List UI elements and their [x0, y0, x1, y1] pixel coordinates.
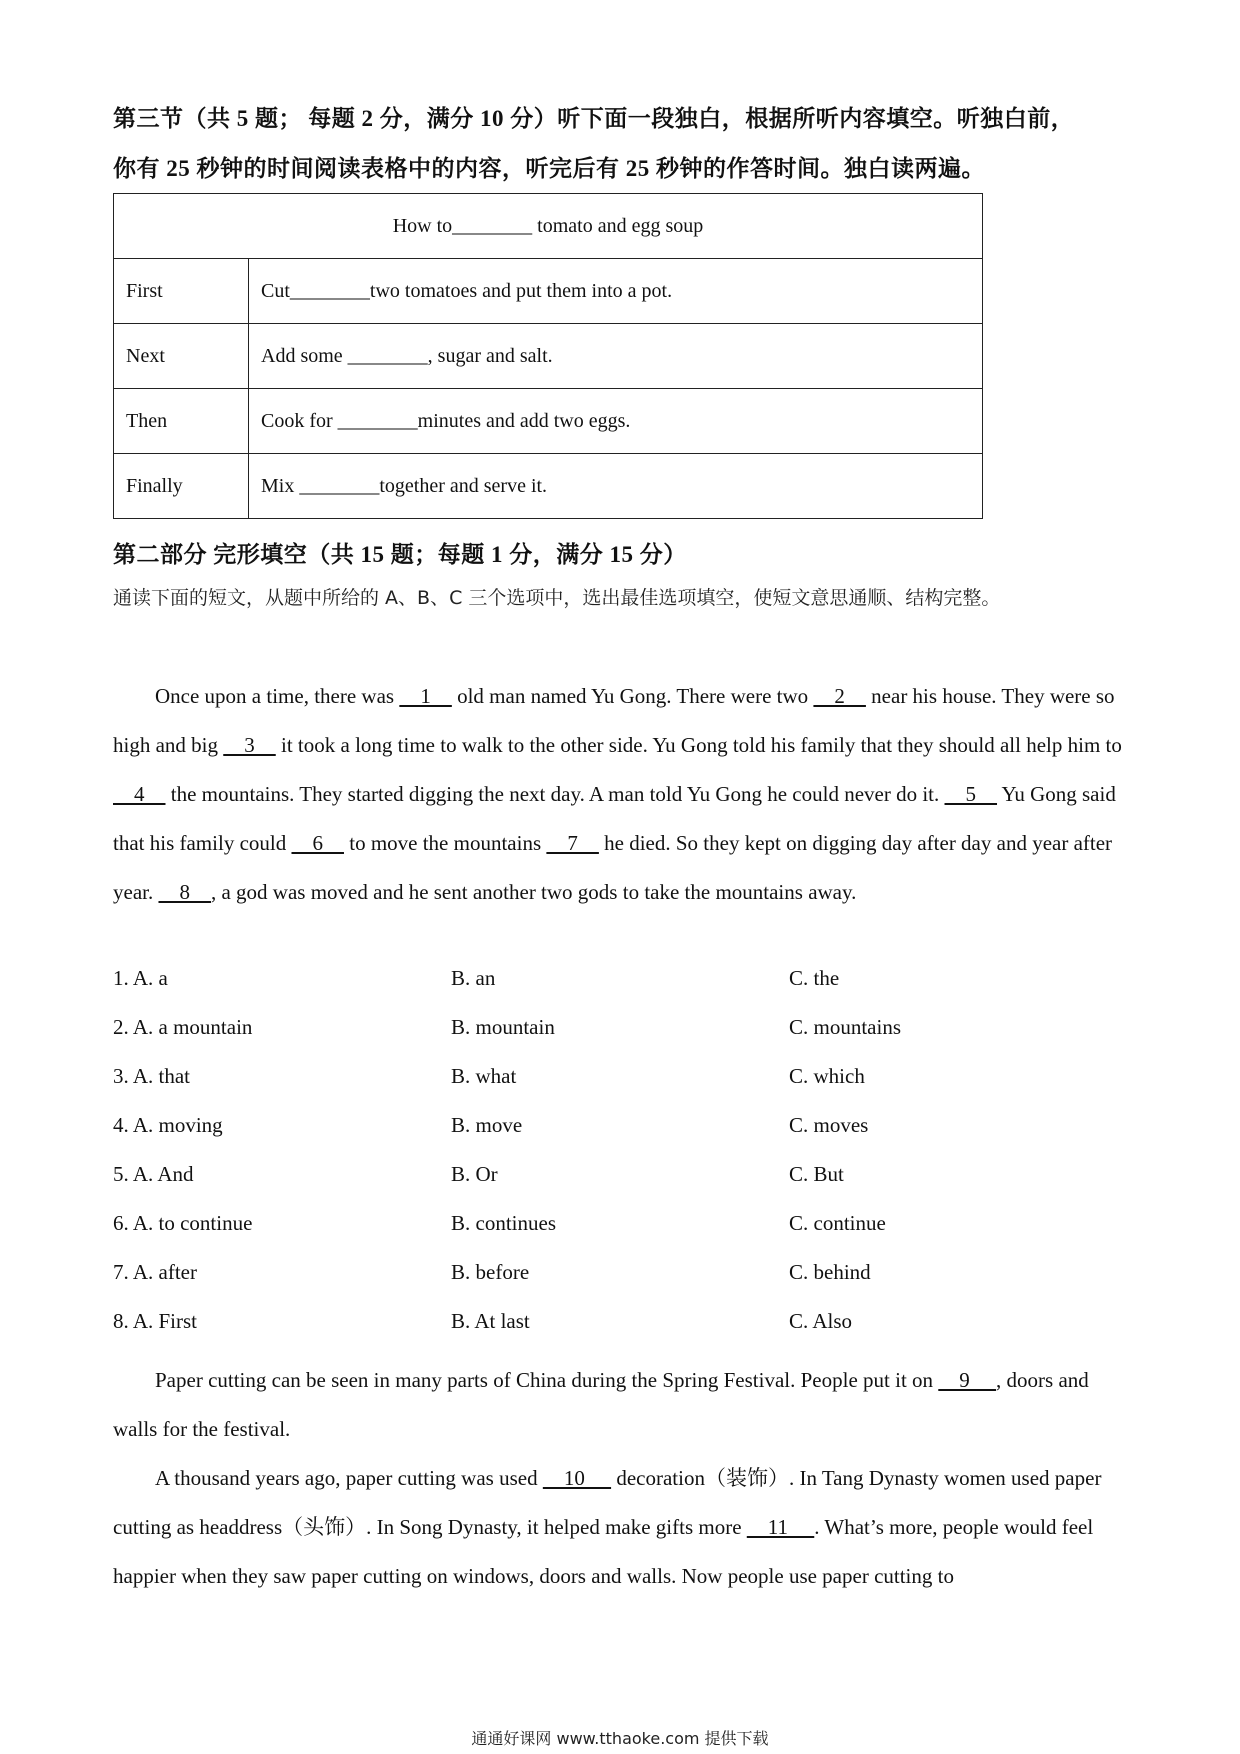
option-b: B. move: [451, 1113, 523, 1137]
option-row-4: [113, 1113, 1133, 1162]
part2-heading: 第二部分 完形填空（共 15 题；每题 1 分，满分 15 分）: [113, 542, 687, 567]
blank-7: 7: [546, 831, 599, 855]
table-row: [114, 324, 983, 389]
option-c: C. behind: [789, 1260, 871, 1284]
blank-11: 11: [746, 1515, 815, 1539]
table-title-row: [114, 194, 983, 259]
blank-6: 6: [291, 831, 344, 855]
blank-8: 8: [158, 880, 211, 904]
blank-4: 4: [113, 782, 166, 806]
option-b: B. an: [451, 966, 496, 990]
blank-10: 10: [542, 1466, 612, 1490]
passage-paper-cutting-2: [113, 1454, 1133, 1601]
step-label: Finally: [114, 454, 249, 519]
option-row-1: [113, 966, 1133, 1015]
passage-text: it took a long time to walk to the other side. Yu Gong told his family that they should all help him to: [275, 733, 1122, 757]
option-a: 8. A. First: [113, 1309, 198, 1333]
passage-text: near his house. They were so high and big: [113, 684, 1115, 757]
blank-5: 5: [944, 782, 998, 806]
option-a: 5. A. And: [113, 1162, 194, 1186]
part2-instructions: 通读下面的短文，从题中所给的 A、B、C 三个选项中，选出最佳选项填空，使短文意思通顺、结构完整。: [113, 587, 1001, 609]
blank-9: 9: [938, 1368, 997, 1392]
table-title: How to________ tomato and egg soup: [114, 194, 983, 259]
table-row: [114, 389, 983, 454]
option-b: B. At last: [451, 1309, 530, 1333]
passage-text: the mountains. They started digging the next day. A man told Yu Gong he could never do it.: [165, 782, 945, 806]
step-text: Mix ________together and serve it.: [249, 454, 983, 519]
section3-heading-line2: 你有 25 秒钟的时间阅读表格中的内容，听完后有 25 秒钟的作答时间。独白读两遍。: [113, 156, 985, 181]
option-b: B. before: [451, 1260, 530, 1284]
passage-text: Paper cutting can be seen in many parts of China during the Spring Festival. People put it on: [155, 1368, 939, 1392]
option-c: C. which: [789, 1064, 865, 1088]
option-c: C. the: [789, 966, 840, 990]
table-row: [114, 259, 983, 324]
option-row-8: [113, 1309, 1133, 1358]
passage-text: Once upon a time, there was: [155, 684, 400, 708]
option-row-5: [113, 1162, 1133, 1211]
passage-yu-gong: [113, 672, 1133, 917]
passage-text: old man named Yu Gong. There were two: [451, 684, 814, 708]
option-a: 6. A. to continue: [113, 1211, 253, 1235]
option-a: 2. A. a mountain: [113, 1015, 253, 1039]
blank-1: 1: [399, 684, 452, 708]
option-row-3: [113, 1064, 1133, 1113]
option-c: C. mountains: [789, 1015, 902, 1039]
passage-text: , a god was moved and he sent another two gods to take the mountains away.: [210, 880, 857, 904]
option-row-7: [113, 1260, 1133, 1309]
passage-text: he died. So they kept on digging day after day and year after year.: [113, 831, 1113, 904]
option-c: C. But: [789, 1162, 844, 1186]
option-row-2: [113, 1015, 1133, 1064]
option-row-6: [113, 1211, 1133, 1260]
step-label: Next: [114, 324, 249, 389]
option-c: C. Also: [789, 1309, 853, 1333]
passage-paper-cutting-1: [113, 1356, 1133, 1454]
step-text: Add some ________, sugar and salt.: [249, 324, 983, 389]
option-a: 3. A. that: [113, 1064, 190, 1088]
option-a: 4. A. moving: [113, 1113, 223, 1137]
page-footer: 通通好课网 www.tthaoke.com 提供下载: [471, 1729, 769, 1748]
option-a: 7. A. after: [113, 1260, 197, 1284]
passage-text: decoration（装饰）. In Tang Dynasty women used paper cutting as headdress（头饰）. In Song Dynasty, it helped make gifts more: [113, 1466, 1102, 1539]
option-b: B. continues: [451, 1211, 556, 1235]
section3-heading-line1: 第三节（共 5 题； 每题 2 分，满分 10 分）听下面一段独白，根据所听内容填空。听独白前，: [113, 106, 1075, 131]
option-b: B. Or: [451, 1162, 498, 1186]
passage-text: Yu Gong said that his family could: [113, 782, 1116, 855]
passage-text: . What’s more, people would feel happier when they saw paper cutting on windows, doors and walls. Now people use paper cutting to: [113, 1515, 1094, 1588]
blank-2: 2: [813, 684, 866, 708]
passage-text: , doors and walls for the festival.: [113, 1368, 1089, 1441]
option-c: C. moves: [789, 1113, 869, 1137]
step-text: Cut________two tomatoes and put them into a pot.: [249, 259, 983, 324]
passage-text: A thousand years ago, paper cutting was used: [155, 1466, 543, 1490]
step-label: Then: [114, 389, 249, 454]
option-c: C. continue: [789, 1211, 886, 1235]
option-a: 1. A. a: [113, 966, 168, 990]
option-b: B. mountain: [451, 1015, 555, 1039]
option-b: B. what: [451, 1064, 517, 1088]
step-text: Cook for ________minutes and add two eggs.: [249, 389, 983, 454]
passage-text: to move the mountains: [343, 831, 547, 855]
table-row: [114, 454, 983, 519]
recipe-table: [113, 193, 983, 519]
blank-3: 3: [223, 733, 276, 757]
step-label: First: [114, 259, 249, 324]
